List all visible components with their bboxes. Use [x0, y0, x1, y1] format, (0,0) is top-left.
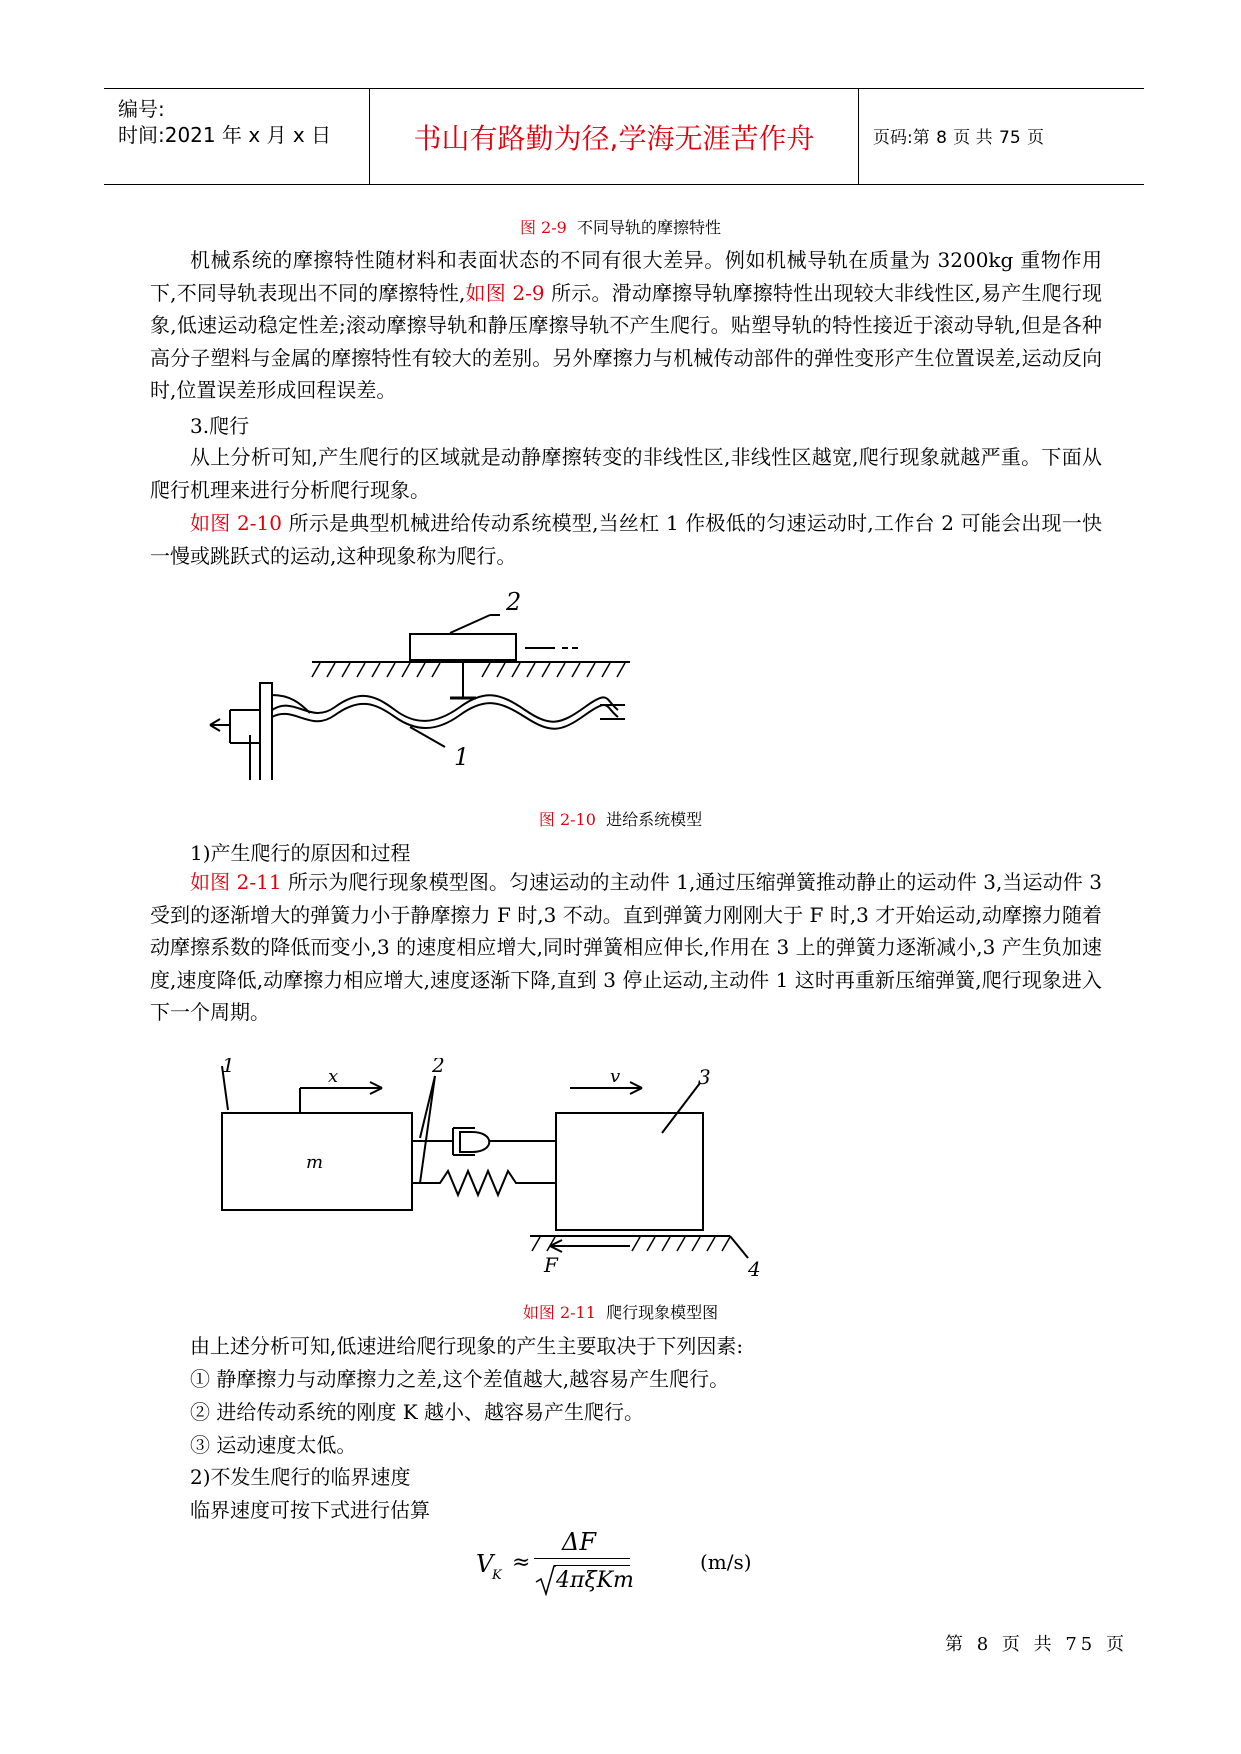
para4-text: 所示为爬行现象模型图。匀速运动的主动件 1,通过压缩弹簧推动静止的运动件 3,当运动件 3 受到的逐渐增大的弹簧力小于静摩擦力 F 时,3 不动。直到弹簧力刚刚大于 F 时,3 才开始运动,动摩擦力随着动摩擦系数的降低而变小,3 的速度相应增大,同时弹簧相应伸长,作用在 3 上的弹簧力逐渐减小,3 产生负加速度,速度降低,动摩擦力相应增大,速度逐渐下降,直到 3 停止运动,主动件 1 这时再重新压缩弹簧,爬行现象进入下一个周期。 [150, 870, 1102, 1024]
page-footer: 第 8 页 共 75 页 [945, 1634, 1128, 1655]
formula-numerator: ΔF [562, 1528, 596, 1556]
fig-2-10-caption [0, 807, 1241, 830]
document-header [104, 88, 1144, 185]
time-label: 时间:2021 年 x 月 x 日 [118, 123, 332, 147]
fig-2-11-label-1: 1 [222, 1058, 235, 1077]
estimate-line: 临界速度可按下式进行估算 [190, 1498, 430, 1522]
page-mid: 页 共 [953, 128, 993, 148]
fig-2-10-diagram [200, 585, 640, 780]
formula-unit: (m/s) [700, 1550, 752, 1574]
factor-item-3: ③ 运动速度太低。 [190, 1433, 357, 1457]
para4-fig-ref[interactable]: 如图 2-11 [190, 870, 282, 894]
formula-denominator: 4πξKm [556, 1568, 634, 1593]
para1-text-b: 所示。滑动摩擦导轨摩擦特性出现较大非线性区,易产生爬行现象,低速运动稳定性差;滚动摩擦导轨和静压摩擦导轨不产生爬行。贴塑导轨的特性接近于滚动导轨,但是各种高分子塑料与金属的摩擦特性有较大的差别。另外摩擦力与机械传动部件的弹性变形产生位置误差,运动反向时,位置误差形成回程误差。 [150, 280, 1102, 402]
fig-2-9-caption [0, 215, 1241, 238]
header-right-cell [859, 89, 1144, 184]
page-suffix: 页 [1027, 128, 1045, 148]
header-motto: 书山有路勤为径,学海无涯苦作舟 [413, 122, 815, 155]
fig-2-9-ref: 图 2-9 [519, 218, 567, 237]
fig-2-11-diagram [210, 1058, 770, 1278]
fig-2-11-label-m: m [306, 1152, 324, 1173]
page-total: 75 [999, 128, 1021, 148]
paragraph-friction [150, 244, 1102, 407]
page-num: 8 [936, 128, 947, 148]
sqrt-bar [554, 1565, 630, 1566]
sqrt-icon [534, 1564, 556, 1596]
fig-2-11-label-x: x [328, 1066, 339, 1087]
header-left-cell [104, 89, 369, 184]
fig-2-11-label-F: F [544, 1253, 558, 1277]
factor-item-1: ① 静摩擦力与动摩擦力之差,这个差值越大,越容易产生爬行。 [190, 1367, 730, 1391]
factors-intro: 由上述分析可知,低速进给爬行现象的产生主要取决于下列因素: [190, 1334, 744, 1358]
section-heading-creep: 3.爬行 [190, 414, 250, 438]
fig-2-11-label-3: 3 [698, 1065, 711, 1089]
critical-speed-formula [470, 1528, 800, 1603]
ground-hatching [532, 1237, 730, 1251]
para1-fig-ref[interactable]: 如图 2-9 [465, 280, 545, 305]
paragraph-feed-model [150, 507, 1102, 572]
fig-2-11-label-4: 4 [748, 1257, 761, 1278]
para3-fig-ref[interactable]: 如图 2-10 [190, 511, 282, 535]
page-prefix: 页码:第 [873, 128, 930, 148]
fig-2-11-label-v: v [610, 1066, 621, 1087]
fig-2-11-ref: 如图 2-11 [522, 1303, 596, 1322]
number-label: 编号: [118, 97, 165, 121]
formula-lhs: V [476, 1550, 494, 1578]
guide-hatching [312, 663, 625, 677]
para3-text: 所示是典型机械进给传动系统模型,当丝杠 1 作极低的匀速运动时,工作台 2 可能会出现一快一慢或跳跃式的运动,这种现象称为爬行。 [150, 511, 1102, 568]
fig-2-10-ref: 图 2-10 [538, 810, 596, 829]
fig-2-11-label-2: 2 [432, 1058, 445, 1077]
paragraph-creep-process [150, 866, 1102, 1029]
fig-2-10-text: 进给系统模型 [606, 810, 703, 829]
fig-2-11-text: 爬行现象模型图 [606, 1303, 719, 1322]
formula-lhs-sub: K [492, 1568, 502, 1583]
para1-text-a: 机械系统的摩擦特性随材料和表面状态的不同有很大差异。例如机械导轨在质量为 3200kg 重物作用下,不同导轨表现出不同的摩擦特性, [150, 248, 1102, 305]
fig-2-10-label-1: 1 [454, 743, 470, 771]
fig-2-11-caption [0, 1300, 1241, 1323]
subheading-critical-speed: 2)不发生爬行的临界速度 [190, 1465, 411, 1489]
subheading-creep-cause: 1)产生爬行的原因和过程 [190, 841, 411, 865]
factor-item-2: ② 进给传动系统的刚度 K 越小、越容易产生爬行。 [190, 1400, 645, 1424]
fraction-bar [534, 1558, 630, 1559]
fig-2-10-label-2: 2 [506, 588, 522, 616]
fig-2-9-text: 不同导轨的摩擦特性 [577, 218, 722, 237]
header-center-cell [369, 89, 859, 184]
paragraph-creep-analysis: 从上分析可知,产生爬行的区域就是动静摩擦转变的非线性区,非线性区越宽,爬行现象就越严重。下面从爬行机理来进行分析爬行现象。 [150, 445, 1102, 502]
formula-approx: ≈ [512, 1550, 531, 1575]
page-indicator [873, 123, 1044, 148]
